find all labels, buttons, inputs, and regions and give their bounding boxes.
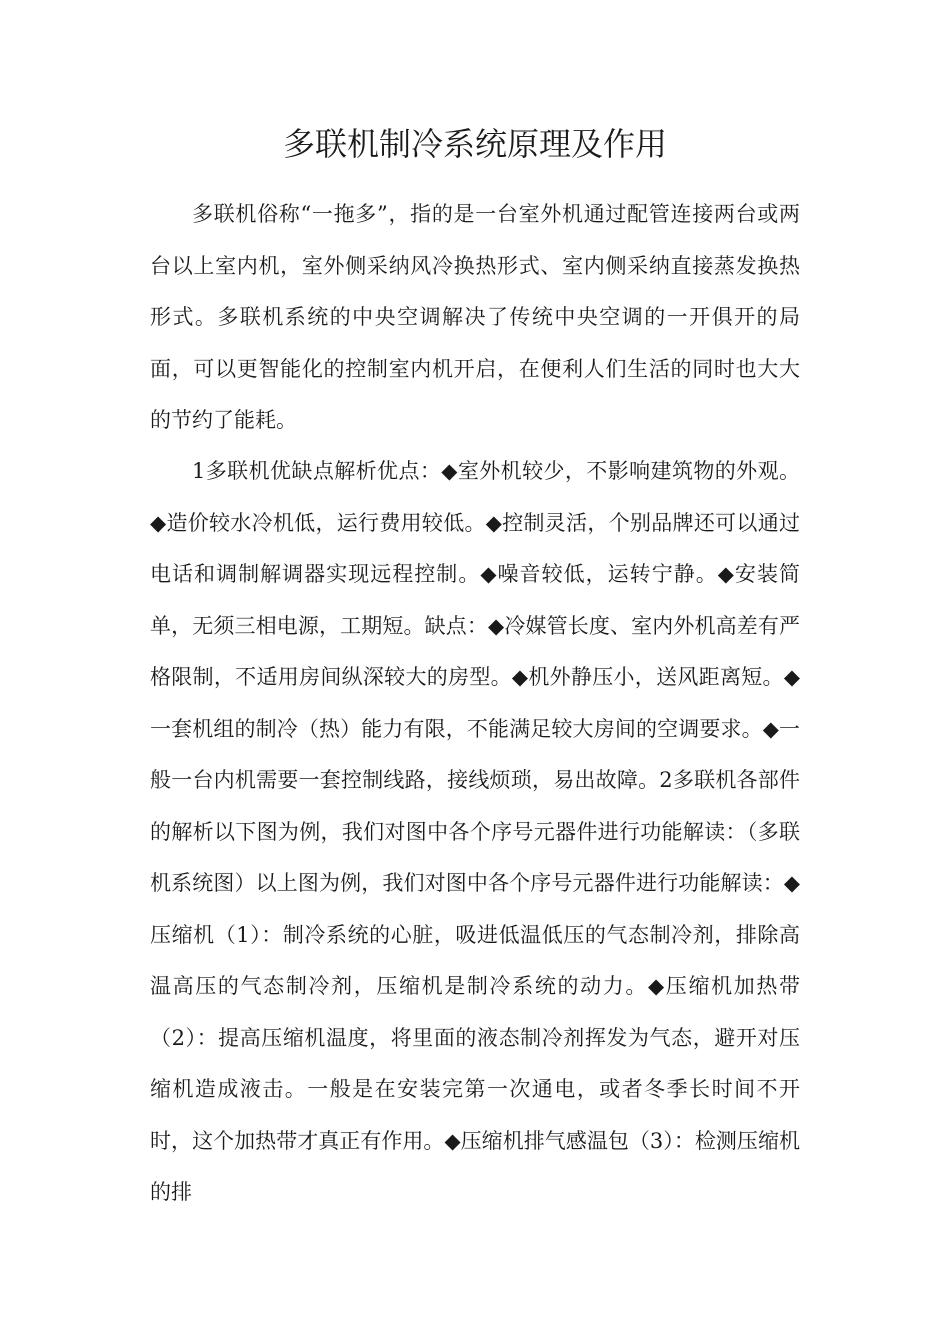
- paragraph-pros-cons: 1多联机优缺点解析优点：◆室外机较少，不影响建筑物的外观。◆造价较水冷机低，运行费用较低。◆控制灵活，个别品牌还可以通过电话和调制解调器实现远程控制。◆噪音较低，运转宁静。◆安装简单，无须三相电源，工期短。缺点：◆冷媒管长度、室内外机高差有严格限制，不适用房间纵深较大的房型。◆机外静压小，送风距离短。◆一套机组的制冷（热）能力有限，不能满足较大房间的空调要求。◆一般一台内机需要一套控制线路，接线烦琐，易出故障。2多联机各部件的解析以下图为例，我们对图中各个序号元器件进行功能解读：（多联机系统图）以上图为例，我们对图中各个序号元器件进行功能解读：◆压缩机（1）：制冷系统的心脏，吸进低温低压的气态制冷剂，排除高温高压的气态制冷剂，压缩机是制冷系统的动力。◆压缩机加热带（2）：提高压缩机温度，将里面的液态制冷剂挥发为气态，避开对压缩机造成液击。一般是在安装完第一次通电，或者冬季长时间不开时，这个加热带才真正有作用。◆压缩机排气感温包（3）：检测压缩机的排: [150, 459, 800, 1204]
- paragraph-intro: 多联机俗称“一拖多”，指的是一台室外机通过配管连接两台或两台以上室内机，室外侧采纳风冷换热形式、室内侧采纳直接蒸发换热形式。多联机系统的中央空调解决了传统中央空调的一开俱开的局面，可以更智能化的控制室内机开启，在便利人们生活的同时也大大的节约了能耗。: [150, 202, 800, 432]
- document-title: 多联机制冷系统原理及作用: [282, 125, 667, 163]
